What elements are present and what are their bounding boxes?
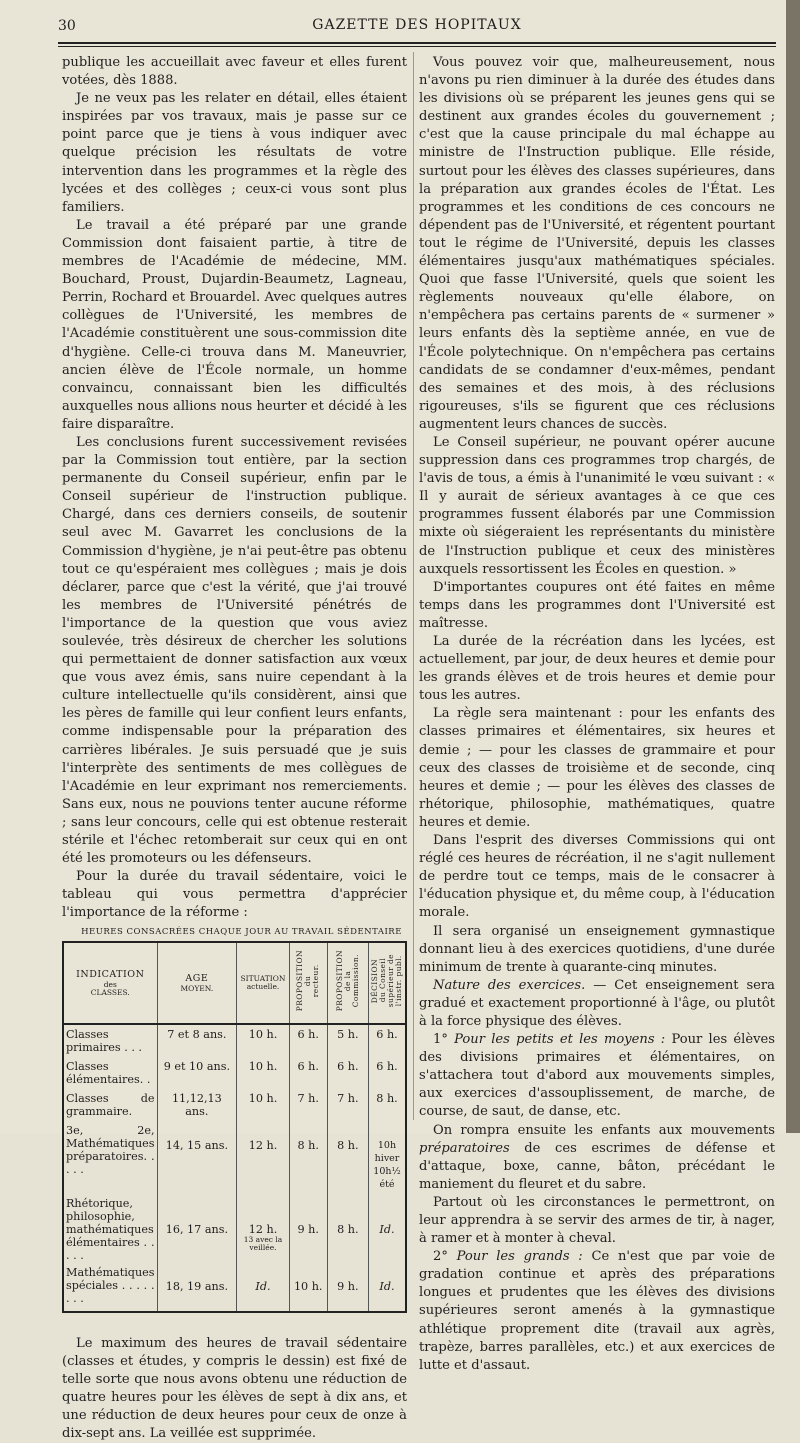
paragraph: publique les accueillait avec faveur et elles furent votées, dès 1888. bbox=[62, 55, 407, 89]
page-edge bbox=[786, 0, 800, 1133]
paragraph: Vous pouvez voir que, malheureusement, nous n'avons pu rien diminuer à la durée des études dans les divisions où se préparent les jeunes gens qui se destinent aux grandes écoles du gouvernement ; c'est que la cause principale du mal échappe au ministre de l'Instruction publique. Elle réside, surtout pour les élèves des classes supérieures, dans la préparation aux grandes écoles de l'État. Les programmes et les conditions de ces concours ne dépendent pas de l'Université, et régentent pourtant tout le régime de l'Université, depuis les classes élémentaires jusqu'aux mathématiques spéciales. Quoi que fasse l'Université, quels que soient les règlements nouveaux qu'elle élabore, on n'empêchera pas certains parents de « surmener » leurs enfants dès la septième année, en vue de l'École polytechnique. On n'empêchera pas certains candidats de se condamner d'eux-mêmes, pendant des semaines et des mois, à des réclusions rigoureuses, s'ils se figurent que ces réclusions augmentent leurs chances de succès. bbox=[419, 55, 775, 432]
page-number: 30 bbox=[58, 18, 76, 34]
right-column bbox=[419, 54, 775, 1375]
header-prop-recteur: PROPOSITION du recteur. bbox=[289, 942, 327, 1024]
paragraph: Je ne veux pas les relater en détail, elles étaient inspirées par vos travaux, mais je passe sur ce point parce que je tiens à vous indiquer avec quelque précision les résultats de votre intervention dans les programmes et la règle des lycées et des collèges ; ceux-ci vous sont plus familiers. bbox=[62, 91, 407, 215]
table-row: Classes primaires . . . 7 et 8 ans. 10 h. 6 h. 5 h. 6 h. bbox=[63, 1024, 406, 1055]
paragraph: Le Conseil supérieur, ne pouvant opérer aucune suppression dans ces programmes trop chargés, de l'avis de tous, a émis à l'unanimité le vœu suivant : « Il y aurait de sérieux avantages à ce que ces programmes fussent élaborés par une Commission mixte où siégeraient les représentants du ministère de l'Instruction publique et ceux des ministères auxquels ressortissent les Écoles en question. » bbox=[419, 434, 775, 577]
table-row: Mathématiques spéciales . . . . . . . . 18, 19 ans. Id. 10 h. 9 h. Id. bbox=[63, 1263, 406, 1312]
table-row: Classes élémentaires. . 9 et 10 ans. 10 h. 6 h. 6 h. 6 h. bbox=[63, 1055, 406, 1087]
table-row: Rhétorique, philosophie, mathématiques élémentaires . . . . . 16, 17 ans. 12 h. 13 avec la veillée. 9 h. 8 h. Id. bbox=[63, 1192, 406, 1263]
paragraph: Nature des exercices. — Cet enseignement sera gradué et exactement proportionné à l'âge, ou plutôt à la force physique des élèves. bbox=[419, 977, 775, 1029]
paragraph: Il sera organisé un enseignement gymnastique donnant lieu à des exercices quotidiens, d'une durée minimum de trente à quarante-cinq minutes. bbox=[419, 923, 775, 975]
page-header bbox=[58, 14, 776, 36]
header-decision: DÉCISION du Conseil supérieur de l'instr. publ. bbox=[369, 942, 407, 1024]
column-divider bbox=[413, 52, 414, 1120]
paragraph: Les conclusions furent successivement revisées par la Commission tout entière, par la section permanente du Conseil supérieur, enfin par le Conseil supérieur de l'instruction publique. Chargé, dans ces derniers conseils, de soutenir seul avec M. Gavarret les conclusions de la Commission d'hygiène, je n'ai peut-être pas obtenu tout ce qu'espéraient mes collègues ; mais je dois déclarer, parce que c'est la vérité, que j'ai trouvé les membres de l'Université pénétrés de l'importance de la question que vous aviez soulevée, très désireux de chercher les solutions qui permettaient de donner satisfaction aux vœux que vous avez émis, sans nuire cependant à la culture intellectuelle qu'ils considèrent, ainsi que les pères de famille qui leur confient leurs enfants, comme indispensable pour la préparation des carrières libérales. Je suis persuadé que je suis l'interprète des sentiments de mes collègues de l'Académie en leur exprimant nos remerciements. Sans eux, nous ne pouvions tenter aucune réforme ; sans leur concours, celle qui est obtenue resterait stérile et l'échec retomberait sur ceux qui en ont été les promoteurs ou les défenseurs. bbox=[62, 434, 407, 867]
paragraph: Dans l'esprit des diverses Commissions qui ont réglé ces heures de récréation, il ne s'agit nullement de perdre tout ce temps, mais de le consacrer à l'éducation physique et, du même coup, à l'éducation morale. bbox=[419, 833, 775, 921]
paragraph: 1° Pour les petits et les moyens : Pour les élèves des divisions primaires et élémentaires, on s'attachera tout d'abord aux mouvements simples, aux exercices d'assouplissement, de marche, de course, de saut, de danse, etc. bbox=[419, 1032, 775, 1120]
table-title: HEURES CONSACRÉES CHAQUE JOUR AU TRAVAIL SÉDENTAIRE bbox=[81, 926, 402, 937]
paragraph: On rompra ensuite les enfants aux mouvements préparatoires de ces escrimes de défense et d'attaque, boxe, canne, bâton, précédant le maniement du fleuret et du sabre. bbox=[419, 1122, 775, 1192]
paragraph: Le travail a été préparé par une grande Commission dont faisaient partie, à titre de membres de l'Académie de médecine, MM. Bouchard, Proust, Dujardin-Beaumetz, Lagneau, Perrin, Rochard et Brouardel. Avec quelques autres collègues de l'Université, les membres de l'Académie constituèrent une sous-commission dite d'hygiène. Celle-ci trouva dans M. Maneuvrier, ancien élève de l'École normale, un homme convaincu, connaissant bien les difficultés auxquelles nous allions nous heurter et décidé à les faire disparaître. bbox=[62, 217, 407, 432]
left-column bbox=[62, 54, 407, 1443]
hours-table bbox=[62, 941, 407, 1313]
table-row: Classes de grammaire. 11,12,13 ans. 10 h. 7 h. 7 h. 8 h. bbox=[63, 1087, 406, 1119]
paragraph: D'importantes coupures ont été faites en même temps dans les programmes dont l'Université est maîtresse. bbox=[419, 579, 775, 631]
paragraph: Partout où les circonstances le permettront, on leur apprendra à se servir des armes de tir, à nager, à ramer et à monter à cheval. bbox=[419, 1194, 775, 1247]
paragraph: La règle sera maintenant : pour les enfants des classes primaires et élémentaires, six heures et demie ; — pour les classes de grammaire et pour ceux des classes de troisième et de seconde, cinq heures et demie ; — pour les élèves des classes de rhétorique, philosophie, mathématiques, quatre heures et demie. bbox=[419, 706, 775, 830]
header-situation: SITUATION actuelle. bbox=[237, 942, 290, 1024]
journal-title: GAZETTE DES HOPITAUX bbox=[312, 17, 522, 33]
table-row: 3e, 2e, Mathématiques préparatoires. . . . . 14, 15 ans. 12 h. 8 h. 8 h. 10h hiver 10h½ été bbox=[63, 1119, 406, 1192]
header-age: AGE MOYEN. bbox=[157, 942, 237, 1024]
paragraph: Le maximum des heures de travail sédentaire (classes et études, y compris le dessin) est fixé de telle sorte que nous avons obtenu une réduction de quatre heures pour les élèves de sept à dix ans, et une réduction de deux heures pour ceux de onze à dix-sept ans. La veillée est supprimée. bbox=[62, 1335, 407, 1442]
header-rule bbox=[58, 42, 776, 44]
paragraph: La durée de la récréation dans les lycées, est actuellement, par jour, de deux heures et demie pour les grands élèves et de trois heures et demie pour tous les autres. bbox=[419, 634, 775, 704]
table-header-row bbox=[63, 942, 406, 1024]
paragraph: 2° Pour les grands : Ce n'est que par voie de gradation continue et après des préparations longues et prudentes que les élèves des divisions supérieures seront amenés à la gymnastique athlétique proprement dite (travail aux agrès, trapèze, barres parallèles, etc.) et aux exercices de lutte et d'assaut. bbox=[419, 1249, 775, 1373]
header-indication: INDICATION des CLASSES. bbox=[63, 942, 157, 1024]
header-prop-commission: PROPOSITION de la Commission. bbox=[327, 942, 368, 1024]
header-rule-thin bbox=[58, 46, 776, 47]
paragraph: Pour la durée du travail sédentaire, voici le tableau qui vous permettra d'apprécier l'importance de la réforme : bbox=[62, 869, 407, 921]
